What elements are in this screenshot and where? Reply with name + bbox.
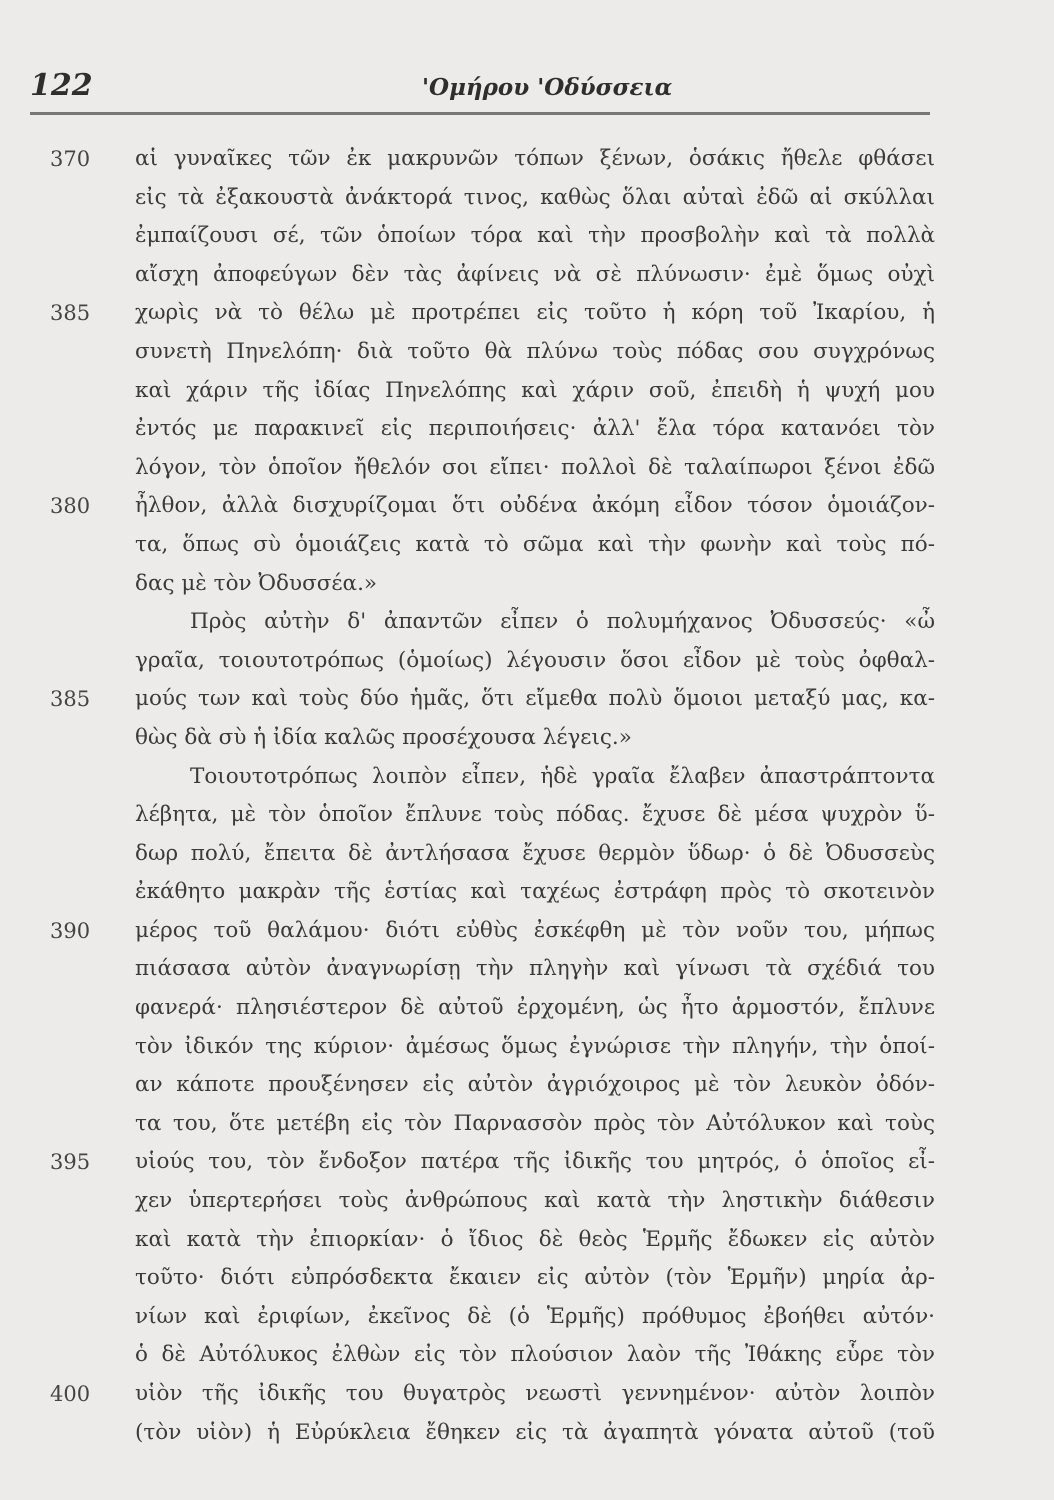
line-number: 380	[50, 494, 91, 519]
text-line	[0, 221, 1054, 260]
text-line	[0, 993, 1054, 1032]
text-line	[0, 569, 1054, 608]
line-text: λόγον, τὸν ὁποῖον ἤθελόν σοι εἴπει· πολλοὶ δὲ ταλαίπωροι ξένοι ἐδῶ	[135, 454, 935, 480]
line-text: μούς των καὶ τοὺς δύο ἡμᾶς, ὅτι εἴμεθα πολὺ ὅμοιοι μεταξύ μας, κα-	[135, 686, 935, 712]
text-line	[0, 1147, 1054, 1186]
text-line	[0, 530, 1054, 569]
line-number: 390	[50, 918, 91, 943]
line-text: καὶ κατὰ τὴν ἐπιορκίαν· ὁ ἴδιος δὲ θεὸς Ἑρμῆς ἔδωκεν εἰς αὐτὸν	[135, 1226, 935, 1252]
text-line	[0, 414, 1054, 453]
line-text: δας μὲ τὸν Ὀδυσσέα.»	[135, 570, 378, 596]
text-line	[0, 183, 1054, 222]
line-text: γραῖα, τοιουτοτρόπως (ὁμοίως) λέγουσιν ὅσοι εἶδον μὲ τοὺς ὀφθαλ-	[135, 647, 935, 673]
line-text: ἐκάθητο μακρὰν τῆς ἑστίας καὶ ταχέως ἐστράφη πρὸς τὸ σκοτεινὸν	[135, 879, 935, 905]
line-text: λέβητα, μὲ τὸν ὁποῖον ἔπλυνε τοὺς πόδας. ἔχυσε δὲ μέσα ψυχρὸν ὕ-	[135, 802, 935, 828]
line-number: 370	[50, 147, 91, 171]
text-line	[0, 298, 1054, 337]
line-number: 395	[50, 1150, 91, 1175]
line-text: τα του, ὅτε μετέβη εἰς τὸν Παρνασσὸν πρὸς τὸν Αὐτόλυκον καὶ τοὺς	[135, 1110, 935, 1136]
text-line	[0, 1379, 1054, 1418]
line-number: 385	[50, 301, 91, 326]
line-text: πιάσασα αὐτὸν ἀναγνωρίσῃ τὴν πληγὴν καὶ γίνωσι τὰ σχέδιά του	[135, 956, 935, 982]
line-text: Πρὸς αὐτὴν δ' ἀπαντῶν εἶπεν ὁ πολυμήχανος Ὀδυσσεύς· «ὦ	[190, 609, 935, 635]
text-line	[0, 1032, 1054, 1071]
text-line	[0, 144, 1054, 183]
text-line	[0, 646, 1054, 685]
text-line	[0, 839, 1054, 878]
line-text: υἱὸν τῆς ἰδικῆς του θυγατρὸς νεωστὶ γεννημένον· αὐτὸν λοιπὸν	[135, 1381, 935, 1406]
line-text: αἱ γυναῖκες τῶν ἐκ μακρυνῶν τόπων ξένων, ὁσάκις ἤθελε φθάσει	[135, 146, 935, 171]
line-text: ἦλθον, ἀλλὰ δισχυρίζομαι ὅτι οὐδένα ἀκόμη εἶδον τόσον ὁμοιάζον-	[135, 493, 935, 519]
text-line	[0, 1418, 1054, 1457]
text-line	[0, 1263, 1054, 1302]
line-text: ἐντός με παρακινεῖ εἰς περιποιήσεις· ἀλλ' ἔλα τόρα κατανόει τὸν	[135, 416, 935, 442]
text-line	[0, 376, 1054, 415]
line-text: ἐμπαίζουσι σέ, τῶν ὁποίων τόρα καὶ τὴν προσβολὴν καὶ τὰ πολλὰ	[135, 223, 935, 249]
line-text: (τὸν υἱὸν) ἡ Εὐρύκλεια ἔθηκεν εἰς τὰ ἀγαπητὰ γόνατα αὐτοῦ (τοῦ	[135, 1419, 935, 1445]
line-text: θὼς δὰ σὺ ἡ ἰδία καλῶς προσέχουσα λέγεις.»	[135, 724, 632, 750]
page-header	[30, 68, 999, 118]
line-number: 385	[50, 687, 91, 712]
text-line	[0, 1186, 1054, 1225]
line-text: εἰς τὰ ἐξακουστὰ ἀνάκτορά τινος, καθὼς ὅλαι αὐταὶ ἐδῶ αἱ σκύλλαι	[135, 184, 935, 210]
line-text: μέρος τοῦ θαλάμου· διότι εὐθὺς ἐσκέφθη μὲ τὸν νοῦν του, μήπως	[135, 917, 935, 943]
text-body	[0, 144, 1054, 1456]
running-title: 'Ομήρου 'Οδύσσεια	[422, 74, 673, 101]
text-line	[0, 762, 1054, 801]
line-text: τὸν ἰδικόν της κύριον· ἀμέσως ὅμως ἐγνώρισε τὴν πληγήν, τὴν ὁποί-	[135, 1033, 935, 1059]
page-number: 122	[30, 68, 93, 103]
line-text: Τοιουτοτρόπως λοιπὸν εἶπεν, ἡδὲ γραῖα ἔλαβεν ἀπαστράπτοντα	[190, 763, 935, 789]
line-text: αν κάποτε προυξένησεν εἰς αὐτὸν ἀγριόχοιρος μὲ τὸν λευκὸν ὀδόν-	[135, 1072, 935, 1098]
text-line	[0, 1109, 1054, 1148]
text-line	[0, 1070, 1054, 1109]
text-line	[0, 491, 1054, 530]
line-number: 400	[50, 1382, 91, 1406]
line-text: δωρ πολύ, ἔπειτα δὲ ἀντλήσασα ἔχυσε θερμὸν ὕδωρ· ὁ δὲ Ὀδυσσεὺς	[135, 840, 935, 866]
line-text: καὶ χάριν τῆς ἰδίας Πηνελόπης καὶ χάριν σοῦ, ἐπειδὴ ἡ ψυχή μου	[135, 377, 935, 403]
header-rule	[30, 112, 930, 115]
text-line	[0, 337, 1054, 376]
text-line	[0, 1340, 1054, 1379]
line-text: αἴσχη ἀποφεύγων δὲν τὰς ἀφίνεις νὰ σὲ πλύνωσιν· ἐμὲ ὅμως οὐχὶ	[135, 261, 935, 287]
line-text: συνετὴ Πηνελόπη· διὰ τοῦτο θὰ πλύνω τοὺς πόδας σου συγχρόνως	[135, 338, 935, 364]
text-line	[0, 916, 1054, 955]
text-line	[0, 684, 1054, 723]
text-line	[0, 800, 1054, 839]
line-text: φανερά· πλησιέστερον δὲ αὐτοῦ ἐρχομένη, ὡς ἦτο ἁρμοστόν, ἔπλυνε	[135, 995, 935, 1021]
line-text: τα, ὅπως σὺ ὁμοιάζεις κατὰ τὸ σῶμα καὶ τὴν φωνὴν καὶ τοὺς πό-	[135, 531, 935, 557]
line-text: υἱούς του, τὸν ἔνδοξον πατέρα τῆς ἰδικῆς του μητρός, ὁ ὁποῖος εἶ-	[135, 1149, 935, 1175]
text-line	[0, 723, 1054, 762]
text-line	[0, 954, 1054, 993]
text-line	[0, 260, 1054, 299]
text-line	[0, 1302, 1054, 1341]
line-text: νίων καὶ ἐριφίων, ἐκεῖνος δὲ (ὁ Ἑρμῆς) πρόθυμος ἐβοήθει αὐτόν·	[135, 1303, 935, 1329]
text-line	[0, 453, 1054, 492]
line-text: τοῦτο· διότι εὐπρόσδεκτα ἔκαιεν εἰς αὐτὸν (τὸν Ἑρμῆν) μηρία ἀρ-	[135, 1265, 935, 1291]
text-line	[0, 1225, 1054, 1264]
line-text: χωρὶς νὰ τὸ θέλω μὲ προτρέπει εἰς τοῦτο ἡ κόρη τοῦ Ἰκαρίου, ἡ	[135, 300, 935, 326]
text-line	[0, 877, 1054, 916]
text-line	[0, 607, 1054, 646]
line-text: ὁ δὲ Αὐτόλυκος ἐλθὼν εἰς τὸν πλούσιον λαὸν τῆς Ἰθάκης εὗρε τὸν	[135, 1342, 935, 1368]
line-text: χεν ὑπερτερήσει τοὺς ἀνθρώπους καὶ κατὰ τὴν ληστικὴν διάθεσιν	[135, 1188, 935, 1214]
